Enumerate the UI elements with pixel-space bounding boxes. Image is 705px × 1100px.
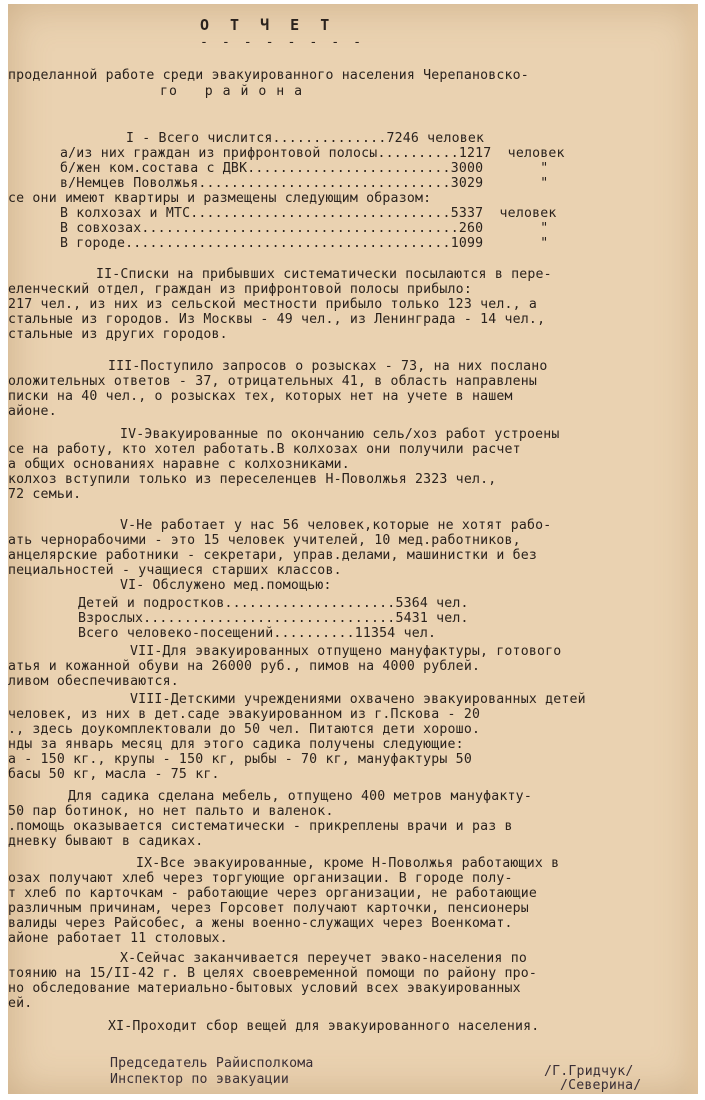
signatory-title-2: Инспектор по эвакуации [110,1072,290,1087]
subtitle-line-2: го р а й о н а [160,84,304,99]
text-line: ей. [8,996,33,1011]
signatory-name-1: /Г.Гридчук/ [544,1064,634,1079]
text-line: 72 семьи. [8,487,82,502]
text-line: озах получают хлеб через торгующие организации. В городе полу- [8,871,513,886]
text-line: анцелярские работники - секретари, управ.делами, машинистки и без [8,548,538,563]
text-line: колхоз вступили только из переселенцев Н-Поволжья 2323 чел., [8,472,497,487]
text-line: стальные из других городов. [8,327,228,342]
text-line: VIII-Детскими учреждениями охвачено эвакуированных детей [130,692,586,707]
text-line: се на работу, кто хотел работать.В колхозах они получили расчет [8,442,521,457]
text-line: а общих основаниях наравне с колхозниками. [8,457,350,472]
signatory-name-2: /Северина/ [560,1078,642,1093]
text-line: XI-Проходит сбор вещей для эвакуированного населения. [108,1019,540,1034]
signatory-title-1: Председатель Райисполкома [110,1056,314,1071]
text-line: ать чернорабочими - это 15 человек учителей, 10 мед.работников, [8,533,521,548]
text-line: се они имеют квартиры и размещены следующим образом: [8,191,432,206]
text-line: IV-Эвакуированные по окончанию сель/хоз работ устроены [120,427,560,442]
text-line: IX-Все эвакуированные, кроме Н-Поволжья работающих в [136,856,560,871]
text-line: ., здесь доукомплектовали до 50 чел. Питаются дети хорошо. [8,722,481,737]
text-line: В городе........................................1099 " [60,236,549,251]
text-line: тоянию на 15/II-42 г. В целях своевременной помощи по району про- [8,966,538,981]
subtitle-line-1: проделанной работе среди эвакуированного населения Черепановско- [8,68,529,83]
text-line: атья и кожанной обуви на 26000 руб., пимов на 4000 рублей. [8,659,481,674]
text-line: стальные из городов. Из Москвы - 49 чел., из Ленинграда - 14 чел., [8,312,546,327]
document-title: О Т Ч Е Т [200,16,336,34]
text-line: 217 чел., из них из сельской местности прибыло только 123 чел., а [8,297,538,312]
text-line: .помощь оказывается систематически - прикреплены врачи и раз в [8,819,513,834]
text-line: В колхозах и МТС................................5337 человек [60,206,557,221]
text-line: а/из них граждан из прифронтовой полосы..........1217 человек [60,146,565,161]
text-line: писки на 40 чел., о розысках тех, которых нет на учете в нашем [8,389,513,404]
text-line: еленческий отдел, граждан из прифронтовой полосы прибыло: [8,282,472,297]
text-line: пециальностей - учащиеся старших классов. [8,563,342,578]
text-line: В совхозах.......................................260 " [60,221,549,236]
page-edge-shade [682,4,698,1094]
text-line: VII-Для эвакуированных отпущено мануфактуры, готового [130,644,562,659]
text-line: человек, из них в дет.саде эвакуированном из г.Пскова - 20 [8,707,481,722]
text-line: но обследование материально-бытовых условий всех эвакуированных [8,981,521,996]
text-line: басы 50 кг, масла - 75 кг. [8,767,220,782]
title-underline: - - - - - - - - [200,35,365,50]
text-line: т хлеб по карточкам - работающие через организации, не работающие [8,886,538,901]
document-page [8,4,698,1094]
text-line: 50 пар ботинок, но нет пальто и валенок. [8,804,334,819]
text-line: III-Поступило запросов о розысках - 73, на них послано [108,359,548,374]
text-line: VI- Обслужено мед.помощью: [120,578,332,593]
text-line: в/Немцев Поволжья...............................3029 " [60,176,549,191]
text-line: X-Сейчас заканчивается переучет эвако-населения по [120,951,527,966]
text-line: оложительных ответов - 37, отрицательных 41, в область направлены [8,374,538,389]
text-line: б/жен ком.состава с ДВК.........................3000 " [60,161,549,176]
text-line: валиды через Райсобес, а жены военно-служащих через Военкомат. [8,916,513,931]
text-line: дневку бывают в садиках. [8,834,204,849]
text-line: различным причинам, через Горсовет получают карточки, пенсионеры [8,901,529,916]
text-line: Взрослых...............................5431 чел. [78,611,469,626]
text-line: II-Списки на прибывших систематически посылаются в пере- [96,267,552,282]
text-line: а - 150 кг., крупы - 150 кг, рыбы - 70 кг, мануфактуры 50 [8,752,472,767]
text-line: Для садика сделана мебель, отпущено 400 метров мануфакту- [68,789,532,804]
text-line: нды за январь месяц для этого садика получены следующие: [8,737,464,752]
text-line: Всего человеко-посещений..........11354 чел. [78,626,437,641]
text-line: айоне. [8,404,57,419]
text-line: айоне работает 11 столовых. [8,931,228,946]
text-line: V-Не работает у нас 56 человек,которые не хотят рабо- [120,518,552,533]
text-line: Детей и подростков.....................5364 чел. [78,596,469,611]
text-line: ливом обеспечиваются. [8,674,179,689]
text-line: I - Всего числится..............7246 человек [126,131,485,146]
